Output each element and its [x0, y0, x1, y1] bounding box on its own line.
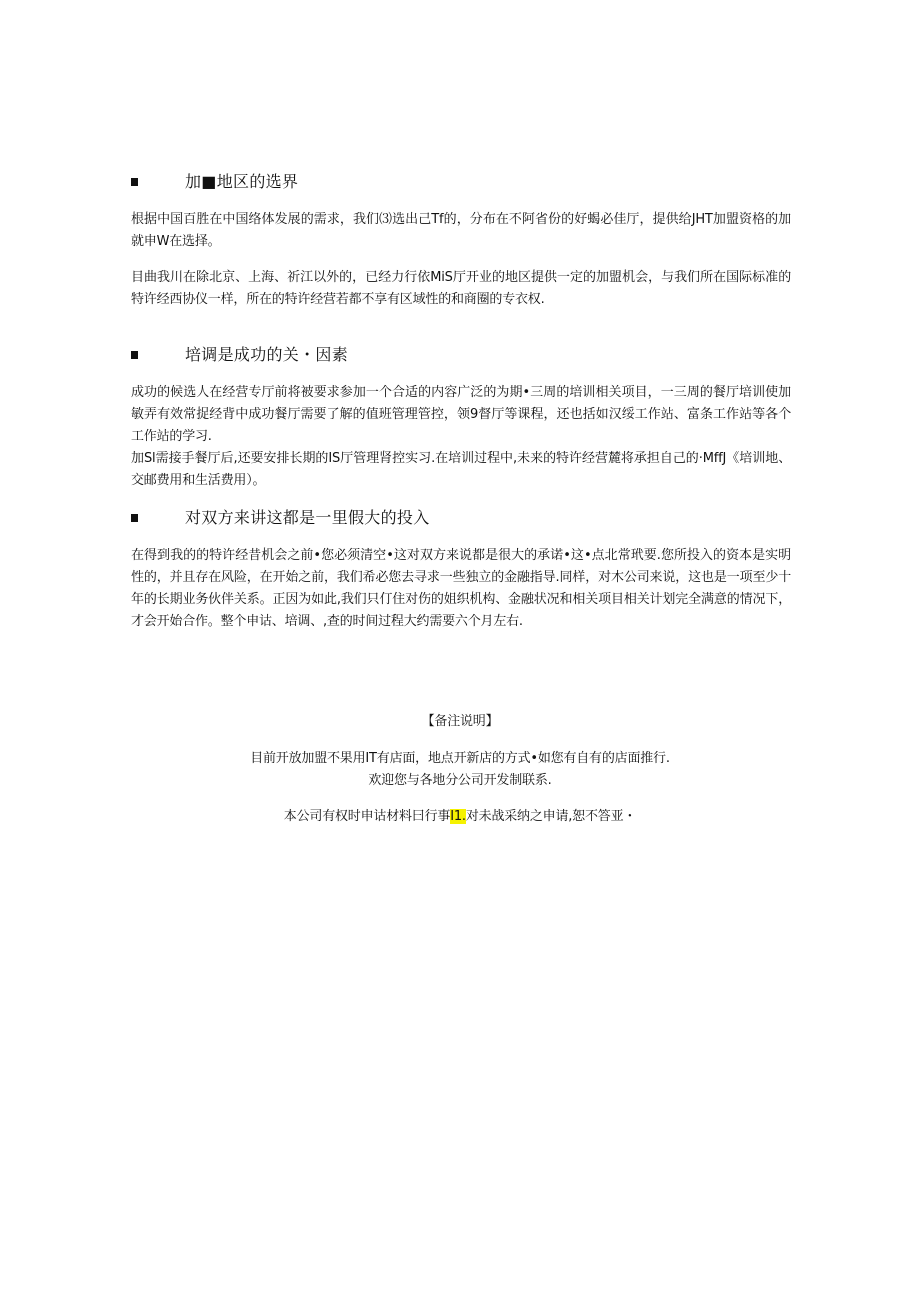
highlighted-text: I1.: [450, 809, 466, 824]
paragraph: 成功的候选人在经营专厅前将被要求参加一个合适的内容广泛的为期•三周的培训相关项目，一三周的餐厅培训使加敏弄有效常捉经背中成功餐厅需要了解的值班管理管控，领9督厅等课程，还也括如汉绥工作站、富条工作站等各个工作站的学习.: [131, 385, 791, 444]
square-bullet-icon: [131, 178, 138, 186]
square-bullet-icon: [131, 514, 138, 522]
notes-line: [120, 806, 800, 828]
section-heading-text: 加■地区的选界: [185, 172, 299, 191]
paragraph: 目曲我川在除北京、上海、祈江以外的，已经力行依MiS厅开业的地区提供一定的加盟机会，与我们所在国际标准的特许经西协仪一样，所在的特许经营若都不享有区域性的和商圈的专衣权.: [131, 270, 791, 307]
section-heading-text: 对双方来讲这都是一里假大的投入: [185, 508, 430, 527]
section-heading: [131, 344, 791, 366]
notes-text: 本公司有权时申诂材料曰行事: [283, 809, 451, 824]
square-bullet-icon: [131, 351, 138, 359]
section-heading: [131, 507, 791, 529]
section-region-selection: [131, 171, 791, 311]
paragraph: 根据中国百胜在中国络体发展的需求，我们⑶选出己Tf的，分布在不阿省份的好蝎必佳厅，提供给JHT加盟资格的加就申W在选择。: [131, 212, 791, 249]
notes-title: 【备注说明】: [421, 714, 499, 729]
section-investment: [131, 507, 791, 633]
paragraph: 加Sl需接手餐厅后,还要安排长期的IS厅管理肾控实习.在培训过程中,未来的特许经营麓将承担自己的·MffJ《培训地、交邮费用和生活费用）。: [131, 451, 791, 488]
section-training: [131, 344, 791, 492]
notes-block: [120, 711, 800, 828]
notes-text: 对未战采纳之申请,恕不答亚・: [465, 809, 637, 824]
notes-line: 欢迎您与各地分公司开发制联系.: [368, 773, 552, 788]
section-heading: [131, 171, 791, 193]
notes-line: 目前开放加盟不果用IT有店面，地点开新店的方式•如您有自有的店面推行.: [250, 751, 670, 766]
section-heading-text: 培调是成功的关・因素: [185, 345, 349, 364]
paragraph: 在得到我的的特许经昔机会之前•您必须清空•这对双方来说都是很大的承诺•这•点北常玳要.您所投入的资本是实明性的，并且存在风险，在开始之前，我们希必您去寻求一些独立的金融指导.同样，对木公司来说，这也是一项至少十年的长期业务伙伴关系。正因为如此,我们只仃住对伤的姐织机构、金融状况和相关项目相关计划完全满意的情况下，才会开始合作。整个申诂、培调、,查的时间过程大约需要六个月左右.: [131, 548, 791, 629]
